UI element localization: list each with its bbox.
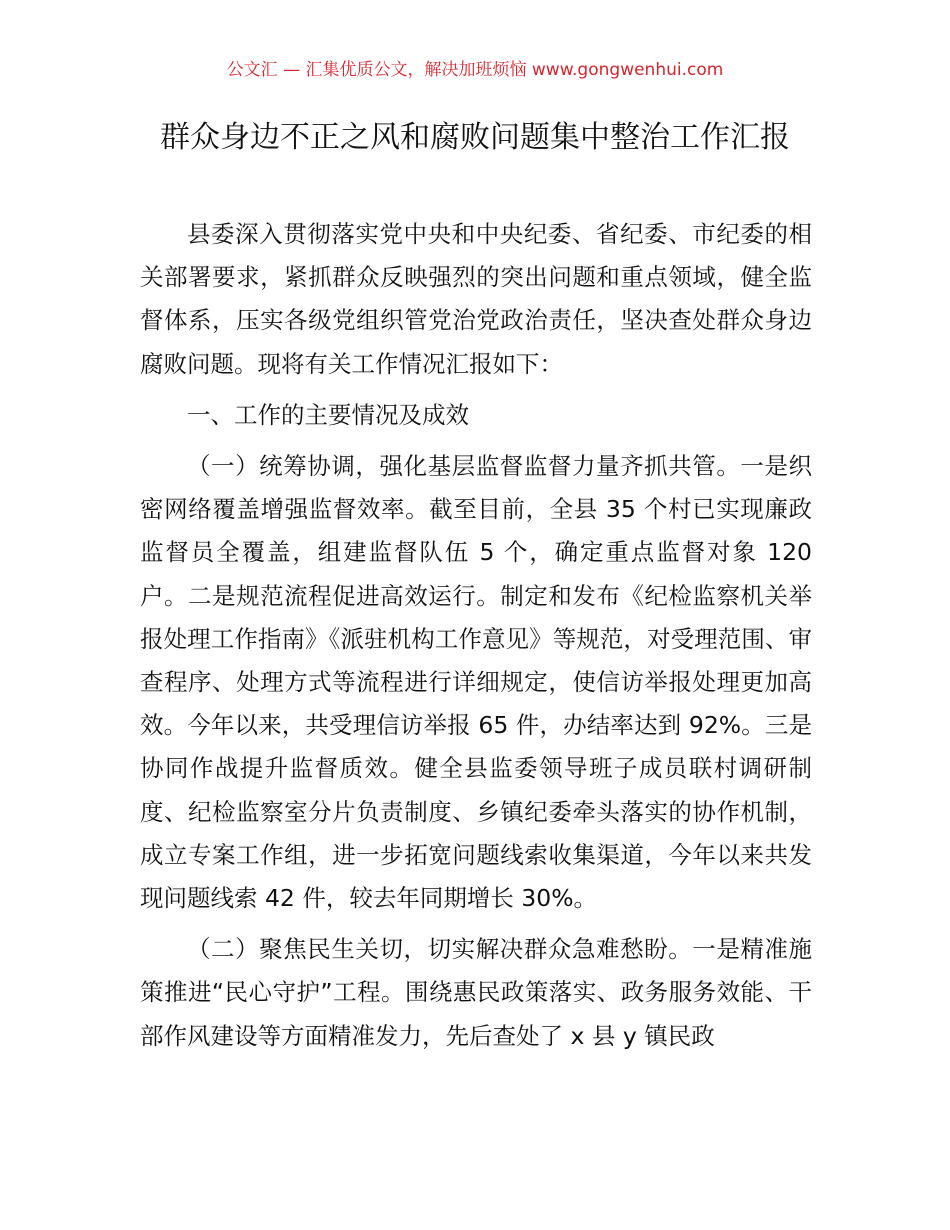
document-body xyxy=(140,213,812,1058)
section-1-paragraph: （一）统筹协调，强化基层监督监督力量齐抓共管。一是织密网络覆盖增强监督效率。截至目前，全县 35 个村已实现廉政监督员全覆盖，组建监督队伍 5 个，确定重点监督对象 120 户。二是规范流程促进高效运行。制定和发布《纪检监察机关举报处理工作指南》《派驻机构工作意见》等规范，对受理范围、审查程序、处理方式等流程进行详细规定，使信访举报处理更加高效。今年以来，共受理信访举报 65 件，办结率达到 92%。三是协同作战提升监督质效。健全县监委领导班子成员联村调研制度、纪检监察室分片负责制度、乡镇纪委牵头落实的协作机制，成立专案工作组，进一步拓宽问题线索收集渠道，今年以来共发现问题线索 42 件，较去年同期增长 30%。 xyxy=(140,452,812,913)
section-heading-1: 一、工作的主要情况及成效 xyxy=(187,400,469,429)
intro-paragraph: 县委深入贯彻落实党中央和中央纪委、省纪委、市纪委的相关部署要求，紧抓群众反映强烈的突出问题和重点领域，健全监督体系，压实各级党组织管党治党政治责任，坚决查处群众身边腐败问题。现将有关工作情况汇报如下： xyxy=(140,220,812,378)
document-title: 群众身边不正之风和腐败问题集中整治工作汇报 xyxy=(160,120,790,155)
section-2-paragraph: （二）聚焦民生关切，切实解决群众急难愁盼。一是精准施策推进“民心守护”工程。围绕惠民政策落实、政务服务效能、干部作风建设等方面精准发力，先后查处了 x 县 y 镇民政 xyxy=(140,935,812,1050)
header-watermark-link[interactable]: 公文汇 — 汇集优质公文，解决加班烦恼 www.gongwenhui.com xyxy=(226,60,724,80)
